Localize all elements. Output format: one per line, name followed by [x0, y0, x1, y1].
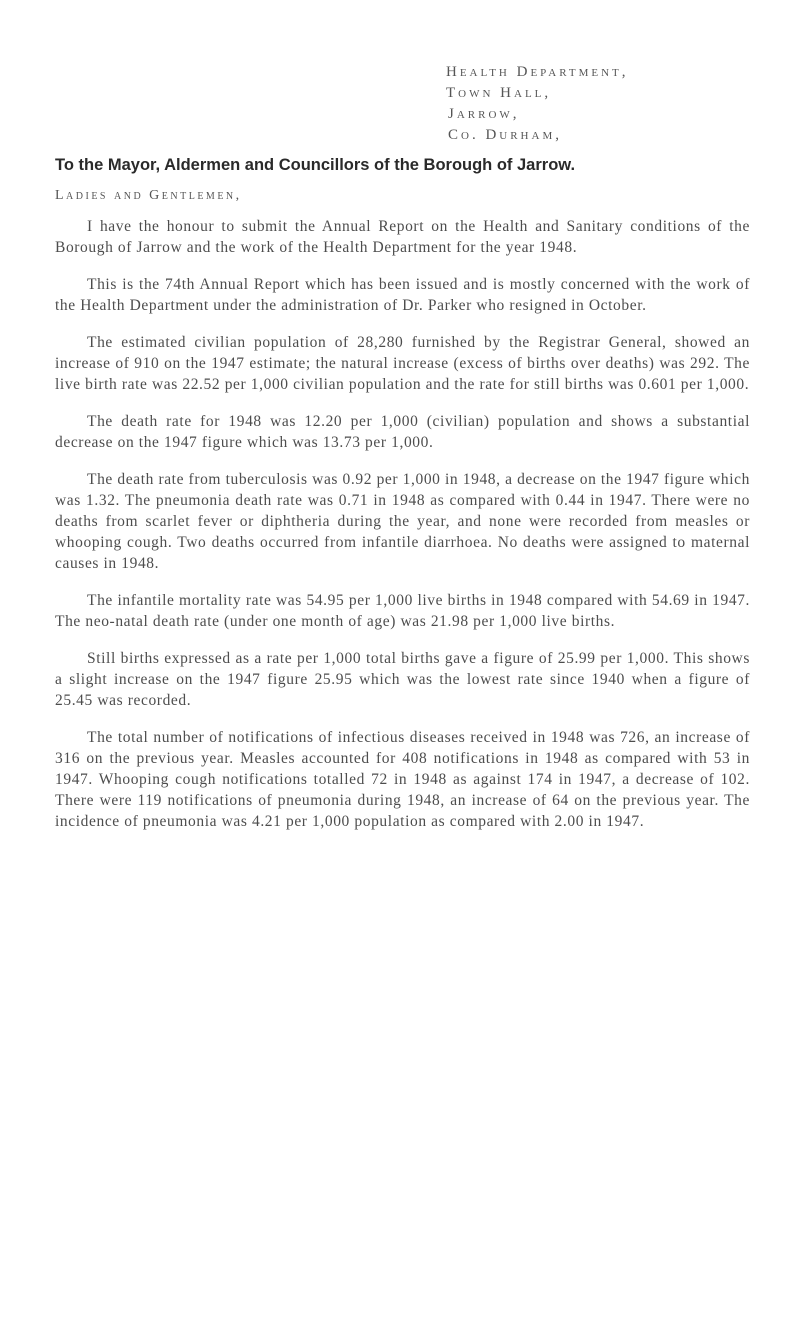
- report-body: [55, 216, 750, 848]
- paragraph-disease-deaths: The death rate from tuberculosis was 0.92 per 1,000 in 1948, a decrease on the 1947 figure which was 1.32. The pneumonia death rate was 0.71 in 1948 as compared with 0.44 in 1947. There were no deaths from scarlet fever or diphtheria during the year, and none were recorded from measles or whooping cough. Two deaths occurred from infantile diarrhoea. No deaths were assigned to maternal causes in 1948.: [55, 471, 750, 572]
- address-line-county: Co. Durham,: [448, 127, 562, 143]
- paragraph-population: The estimated civilian population of 28,280 furnished by the Registrar General, showed an increase of 910 on the 1947 estimate; the natural increase (excess of births over deaths) was 292. The live birth rate was 22.52 per 1,000 civilian population and the rate for still births was 0.601 per 1,000.: [55, 334, 750, 393]
- paragraph-introduction: I have the honour to submit the Annual Report on the Health and Sanitary conditions of the Borough of Jarrow and the work of the Health Department for the year 1948.: [55, 218, 750, 256]
- addressee-heading: To the Mayor, Aldermen and Councillors of the Borough of Jarrow.: [55, 156, 576, 174]
- paragraph-still-births: Still births expressed as a rate per 1,000 total births gave a figure of 25.99 per 1,000. This shows a slight increase on the 1947 figure 25.95 which was the lowest rate since 1940 when a figure of 25.45 was recorded.: [55, 650, 750, 709]
- paragraph-notifications: The total number of notifications of infectious diseases received in 1948 was 726, an increase of 316 on the previous year. Measles accounted for 408 notifications in 1948 as compared with 53 in 1947. Whooping cough notifications totalled 72 in 1948 as against 174 in 1947, a decrease of 102. There were 119 notifications of pneumonia during 1948, an increase of 64 on the previous year. The incidence of pneumonia was 4.21 per 1,000 population as compared with 2.00 in 1947.: [55, 729, 750, 830]
- address-line-department: Health Department,: [446, 64, 629, 80]
- salutation: Ladies and Gentlemen,: [55, 188, 242, 203]
- paragraph-death-rate: The death rate for 1948 was 12.20 per 1,000 (civilian) population and shows a substantial decrease on the 1947 figure which was 13.73 per 1,000.: [55, 413, 750, 451]
- sender-address: [446, 62, 746, 146]
- paragraph-annual-report: This is the 74th Annual Report which has been issued and is mostly concerned with the work of the Health Department under the administration of Dr. Parker who resigned in October.: [55, 276, 750, 314]
- address-line-town: Jarrow,: [448, 106, 520, 122]
- paragraph-infant-mortality: The infantile mortality rate was 54.95 per 1,000 live births in 1948 compared with 54.69 in 1947. The neo-natal death rate (under one month of age) was 21.98 per 1,000 live births.: [55, 592, 750, 630]
- address-line-building: Town Hall,: [446, 85, 552, 101]
